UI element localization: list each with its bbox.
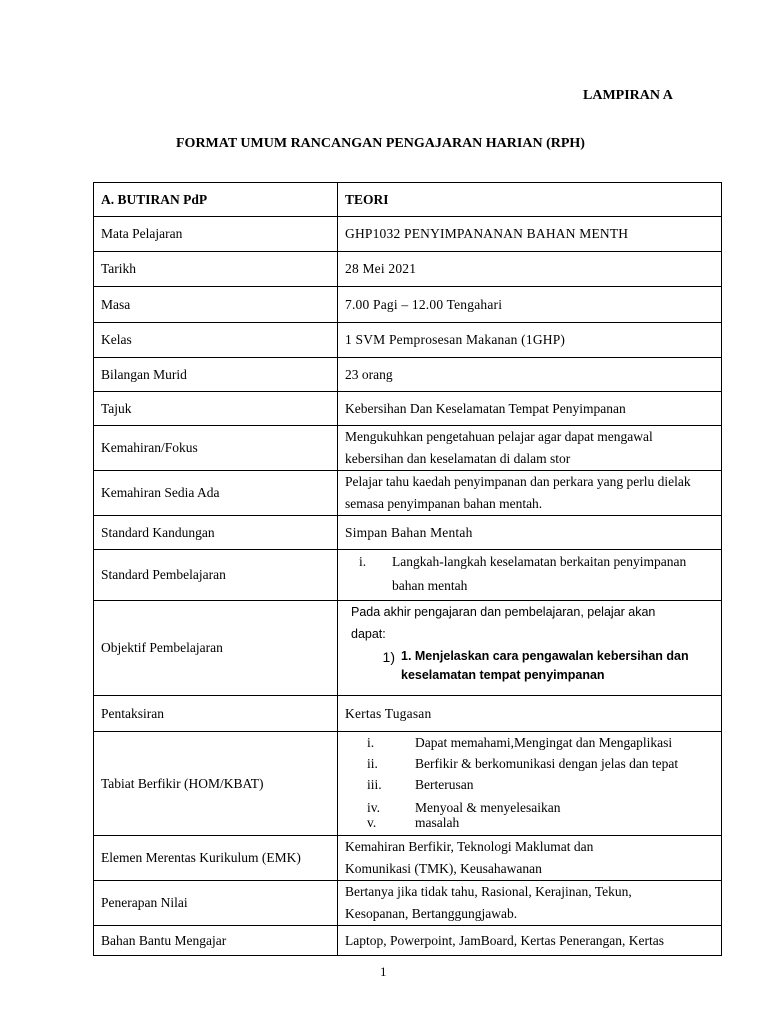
header-cell-left: A. BUTIRAN PdP <box>94 183 338 217</box>
objective-text: 1. Menjelaskan cara pengawalan kebersihan dan <box>401 649 689 663</box>
table-row <box>94 601 722 696</box>
list-number: i. <box>359 554 367 569</box>
row-label: Kemahiran Sedia Ada <box>94 471 338 516</box>
list-text: Berterusan <box>415 777 474 792</box>
table-row <box>94 358 722 392</box>
list-text: bahan mentah <box>392 578 468 593</box>
table-row <box>94 287 722 323</box>
row-value <box>338 550 722 601</box>
list-number: i. <box>367 735 375 750</box>
value-line: semasa penyimpanan bahan mentah. <box>345 496 543 511</box>
row-value: 1 SVM Pemprosesan Makanan (1GHP) <box>338 323 722 358</box>
row-value: Simpan Bahan Mentah <box>338 516 722 550</box>
list-number: iv. <box>367 800 380 815</box>
list-text: Langkah-langkah keselamatan berkaitan penyimpanan <box>392 554 687 569</box>
row-label: Mata Pelajaran <box>94 217 338 252</box>
list-text: Dapat memahami,Mengingat dan Mengaplikasi <box>415 735 673 750</box>
row-value: 28 Mei 2021 <box>338 252 722 287</box>
row-label: Objektif Pembelajaran <box>94 601 338 696</box>
table-row <box>94 217 722 252</box>
list-text: Berfikir & berkomunikasi dengan jelas dan tepat <box>415 756 679 771</box>
list-item <box>345 574 714 598</box>
objective-number: 1) <box>382 649 395 665</box>
row-label: Standard Kandungan <box>94 516 338 550</box>
row-label: Bilangan Murid <box>94 358 338 392</box>
objective-item <box>345 647 714 685</box>
table-row <box>94 696 722 732</box>
row-label: Elemen Merentas Kurikulum (EMK) <box>94 836 338 881</box>
value-line: Kesopanan, Bertanggungjawab. <box>345 906 518 921</box>
table-row <box>94 926 722 956</box>
table-row <box>94 550 722 601</box>
value-line: kebersihan dan keselamatan di dalam stor <box>345 451 571 466</box>
row-value <box>338 601 722 696</box>
annex-label: LAMPIRAN A <box>583 88 673 103</box>
row-value <box>338 881 722 926</box>
standard-list <box>345 550 714 598</box>
row-label: Kelas <box>94 323 338 358</box>
objective-intro: Pada akhir pengajaran dan pembelajaran, pelajar akan <box>351 605 656 619</box>
row-label: Tabiat Berfikir (HOM/KBAT) <box>94 732 338 836</box>
row-value <box>338 426 722 471</box>
row-value: 7.00 Pagi – 12.00 Tengahari <box>338 287 722 323</box>
page-title: FORMAT UMUM RANCANGAN PENGAJARAN HARIAN (RPH) <box>176 136 585 151</box>
row-value <box>338 471 722 516</box>
list-item <box>345 798 714 817</box>
rph-table <box>93 182 722 956</box>
row-label: Tajuk <box>94 392 338 426</box>
table-row <box>94 183 722 217</box>
row-value: 23 orang <box>338 358 722 392</box>
row-label: Standard Pembelajaran <box>94 550 338 601</box>
row-value: Laptop, Powerpoint, JamBoard, Kertas Penerangan, Kertas <box>338 926 722 956</box>
list-number: v. <box>367 815 377 830</box>
objective-text: keselamatan tempat penyimpanan <box>401 668 605 682</box>
table-row <box>94 471 722 516</box>
list-item <box>345 774 714 795</box>
value-line: Pelajar tahu kaedah penyimpanan dan perkara yang perlu dielak <box>345 474 691 489</box>
row-label: Pentaksiran <box>94 696 338 732</box>
list-item <box>345 817 714 829</box>
value-line: Komunikasi (TMK), Keusahawanan <box>345 861 542 876</box>
row-value <box>338 836 722 881</box>
table-row <box>94 323 722 358</box>
table-row <box>94 392 722 426</box>
list-text: masalah <box>415 815 460 830</box>
row-label: Tarikh <box>94 252 338 287</box>
row-label: Penerapan Nilai <box>94 881 338 926</box>
list-item <box>345 753 714 774</box>
table-row <box>94 732 722 836</box>
row-label: Masa <box>94 287 338 323</box>
header-cell-right: TEORI <box>338 183 722 217</box>
value-line: Bertanya jika tidak tahu, Rasional, Kerajinan, Tekun, <box>345 884 632 899</box>
list-text: Menyoal & menyelesaikan <box>415 800 561 815</box>
value-line: Mengukuhkan pengetahuan pelajar agar dapat mengawal <box>345 429 653 444</box>
value-line: Kemahiran Berfikir, Teknologi Maklumat dan <box>345 839 594 854</box>
thinking-habits-list <box>345 732 714 829</box>
list-number: iii. <box>367 777 382 792</box>
table-row <box>94 252 722 287</box>
table-row <box>94 516 722 550</box>
objective-intro: dapat: <box>351 627 386 641</box>
list-item <box>345 732 714 753</box>
table-row <box>94 836 722 881</box>
list-item <box>345 550 714 574</box>
list-number: ii. <box>367 756 378 771</box>
row-value: Kebersihan Dan Keselamatan Tempat Penyimpanan <box>338 392 722 426</box>
row-value <box>338 732 722 836</box>
table-row <box>94 881 722 926</box>
row-label: Kemahiran/Fokus <box>94 426 338 471</box>
table-row <box>94 426 722 471</box>
page-number: 1 <box>380 964 387 979</box>
row-label: Bahan Bantu Mengajar <box>94 926 338 956</box>
row-value: Kertas Tugasan <box>338 696 722 732</box>
row-value: GHP1032 PENYIMPANANAN BAHAN MENTH <box>338 217 722 252</box>
